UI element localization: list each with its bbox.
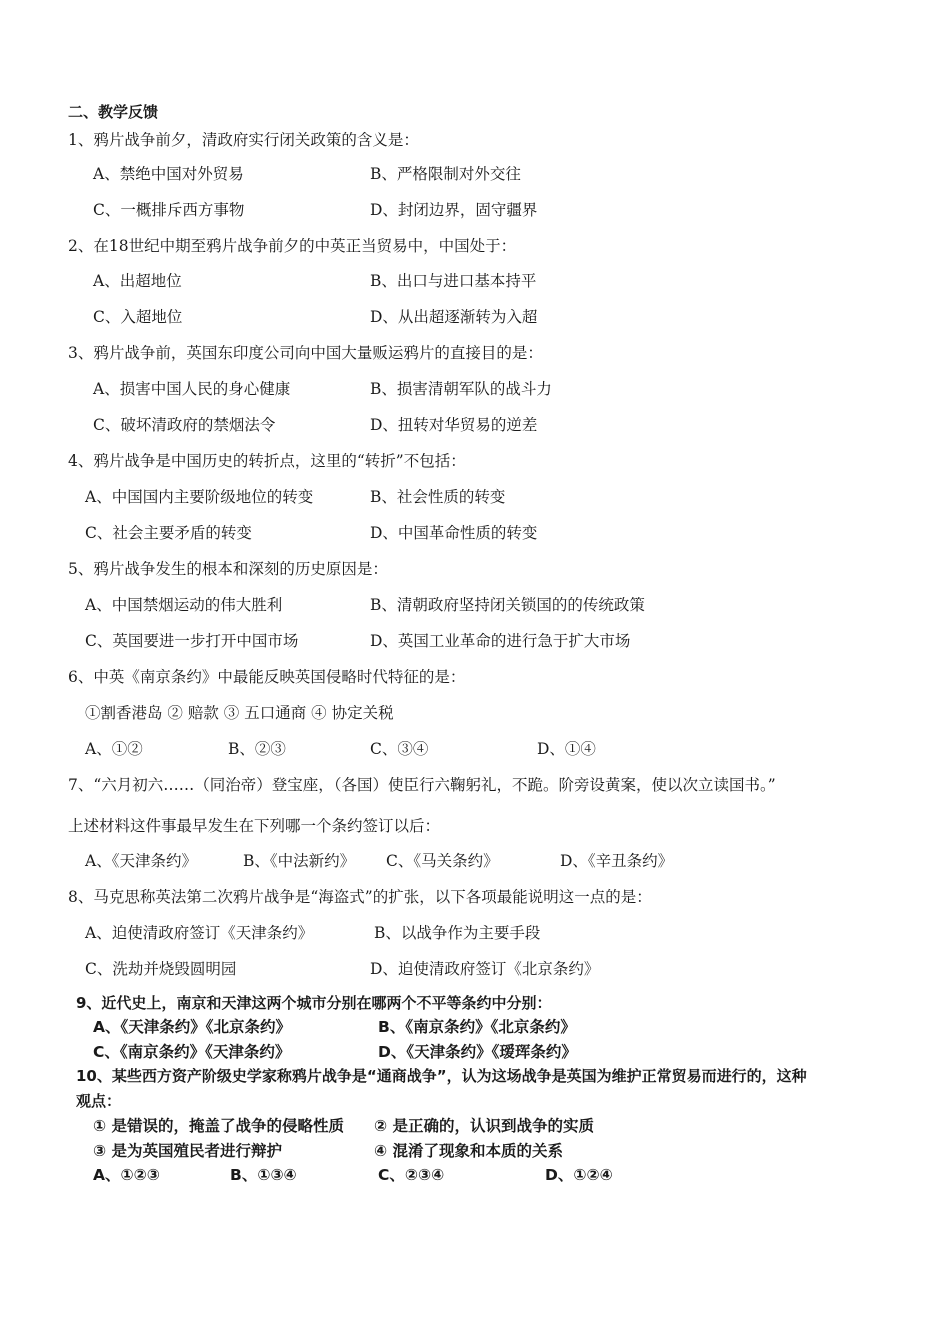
section-title: 二、教学反馈 <box>68 103 159 121</box>
question-7-stem-2: 上述材料这件事最早发生在下列哪一个条约签订以后： <box>68 817 441 835</box>
question-2-option-a: A、出超地位 <box>93 272 182 290</box>
question-10-item-1: ① 是错误的，掩盖了战争的侵略性质 <box>93 1117 345 1135</box>
question-9-stem: 9、近代史上，南京和天津这两个城市分别在哪两个不平等条约中分别： <box>76 994 552 1012</box>
question-3-option-b: B、损害清朝军队的战斗力 <box>370 380 552 398</box>
question-3-option-c: C、破坏清政府的禁烟法令 <box>93 416 276 434</box>
question-5-option-c: C、英国要进一步打开中国市场 <box>85 632 299 650</box>
question-5-option-a: A、中国禁烟运动的伟大胜利 <box>85 596 283 614</box>
question-10-stem-2: 观点： <box>76 1092 122 1110</box>
question-4-stem: 4、鸦片战争是中国历史的转折点，这里的“转折”不包括： <box>68 452 466 470</box>
question-10-item-4: ④ 混淆了现象和本质的关系 <box>374 1142 564 1160</box>
question-4-option-a: A、中国国内主要阶级地位的转变 <box>85 488 314 506</box>
question-8-option-a: A、迫使清政府签订《天津条约》 <box>85 924 314 942</box>
question-9-option-b: B、《南京条约》《北京条约》 <box>378 1018 576 1036</box>
question-3-option-a: A、损害中国人民的身心健康 <box>93 380 291 398</box>
question-1-option-b: B、严格限制对外交往 <box>370 165 521 183</box>
question-10-option-a: A、①②③ <box>93 1166 160 1184</box>
question-2-option-b: B、出口与进口基本持平 <box>370 272 537 290</box>
question-6-option-c: C、③④ <box>370 740 429 758</box>
question-10-stem: 10、某些西方资产阶级史学家称鸦片战争是“通商战争”，认为这场战争是英国为维护正常贸易而进行的，这种 <box>76 1067 807 1085</box>
question-2-option-c: C、入超地位 <box>93 308 183 326</box>
question-5-option-d: D、英国工业革命的进行急于扩大市场 <box>370 632 631 650</box>
question-6-stem: 6、中英《南京条约》中最能反映英国侵略时代特征的是： <box>68 668 466 686</box>
question-9-option-a: A、《天津条约》《北京条约》 <box>93 1018 291 1036</box>
question-9-option-d: D、《天津条约》《瑷珲条约》 <box>378 1043 577 1061</box>
question-7-option-a: A、《天津条约》 <box>85 852 197 870</box>
question-10-option-d: D、①②④ <box>545 1166 613 1184</box>
question-9-option-c: C、《南京条约》《天津条约》 <box>93 1043 291 1061</box>
question-8-stem: 8、马克思称英法第二次鸦片战争是“海盗式”的扩张，以下各项最能说明这一点的是： <box>68 888 652 906</box>
question-2-stem: 2、在18世纪中期至鸦片战争前夕的中英正当贸易中，中国处于： <box>68 237 517 255</box>
question-1-option-d: D、封闭边界，固守疆界 <box>370 201 538 219</box>
question-7-option-d: D、《辛丑条约》 <box>560 852 674 870</box>
question-3-stem: 3、鸦片战争前，英国东印度公司向中国大量贩运鸦片的直接目的是： <box>68 344 543 362</box>
question-2-option-d: D、从出超逐渐转为入超 <box>370 308 538 326</box>
question-4-option-c: C、社会主要矛盾的转变 <box>85 524 252 542</box>
question-1-stem: 1、鸦片战争前夕，清政府实行闭关政策的含义是： <box>68 131 419 149</box>
question-4-option-b: B、社会性质的转变 <box>370 488 506 506</box>
question-1-option-a: A、禁绝中国对外贸易 <box>93 165 244 183</box>
question-6-option-b: B、②③ <box>228 740 286 758</box>
question-4-option-d: D、中国革命性质的转变 <box>370 524 538 542</box>
question-6-option-a: A、①② <box>85 740 143 758</box>
question-8-option-b: B、以战争作为主要手段 <box>374 924 541 942</box>
question-10-option-c: C、②③④ <box>378 1166 445 1184</box>
question-8-option-c: C、洗劫并烧毁圆明园 <box>85 960 237 978</box>
question-10-option-b: B、①③④ <box>230 1166 297 1184</box>
question-10-item-2: ② 是正确的，认识到战争的实质 <box>374 1117 595 1135</box>
question-7-stem: 7、“六月初六……（同治帝）登宝座，（各国）使臣行六鞠躬礼，不跪。阶旁设黄案，使以次立读国书。” <box>68 776 776 794</box>
question-6-option-d: D、①④ <box>537 740 596 758</box>
question-8-option-d: D、迫使清政府签订《北京条约》 <box>370 960 600 978</box>
question-5-stem: 5、鸦片战争发生的根本和深刻的历史原因是： <box>68 560 388 578</box>
question-7-option-c: C、《马关条约》 <box>386 852 499 870</box>
question-3-option-d: D、扭转对华贸易的逆差 <box>370 416 538 434</box>
question-7-option-b: B、《中法新约》 <box>243 852 356 870</box>
question-10-item-3: ③ 是为英国殖民者进行辩护 <box>93 1142 283 1160</box>
question-5-option-b: B、清朝政府坚持闭关锁国的的传统政策 <box>370 596 645 614</box>
question-1-option-c: C、一概排斥西方事物 <box>93 201 245 219</box>
question-6-items: ①割香港岛 ② 赔款 ③ 五口通商 ④ 协定关税 <box>85 704 394 722</box>
